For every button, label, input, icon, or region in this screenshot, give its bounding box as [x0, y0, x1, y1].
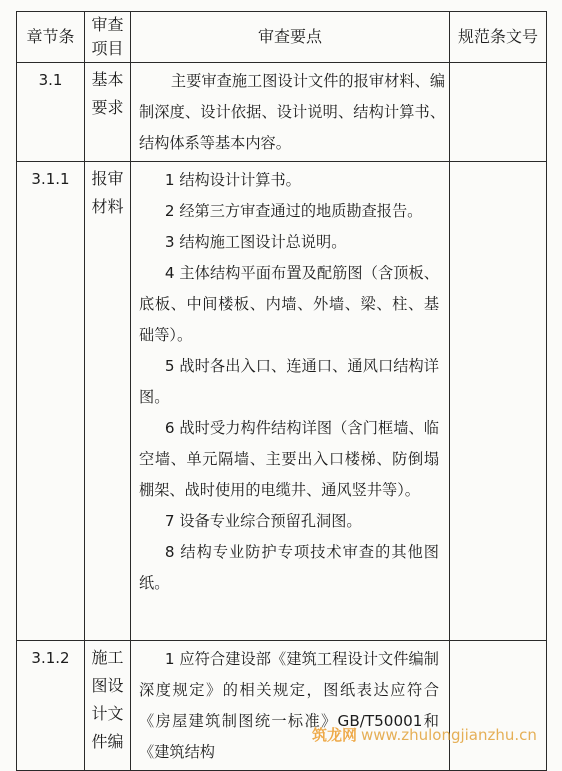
row-section: 3.1 — [17, 63, 85, 162]
point-text: 6 战时受力构件结构详图（含门框墙、临空墙、单元隔墙、主要出入口楼梯、防倒塌棚架、战时使用的电缆井、通风竖井等）。 — [139, 419, 439, 499]
row-item — [85, 162, 131, 641]
row-points — [131, 162, 450, 641]
row-item-line: 图设 — [91, 676, 124, 695]
table-row — [17, 641, 547, 771]
row-points — [131, 641, 450, 771]
row-item-line: 报审 — [91, 169, 124, 188]
row-points — [131, 63, 450, 162]
row-reference — [450, 641, 547, 771]
table-header-row — [17, 12, 547, 63]
header-reference: 规范条文号 — [450, 12, 547, 63]
watermark — [312, 724, 537, 745]
row-reference — [450, 63, 547, 162]
watermark-url: www.zhulongjianzhu.cn — [361, 726, 537, 744]
table-row — [17, 63, 547, 162]
point-text: 8 结构专业防护专项技术审查的其他图纸。 — [139, 543, 439, 592]
header-item — [85, 12, 131, 63]
point-text: 7 设备专业综合预留孔洞图。 — [164, 512, 362, 530]
row-item-line: 要求 — [91, 98, 124, 117]
row-reference — [450, 162, 547, 641]
header-item-line: 项目 — [91, 39, 124, 58]
point-text: 5 战时各出入口、连通口、通风口结构详图。 — [139, 357, 439, 406]
row-item-line: 计文 — [91, 704, 124, 723]
point-text: 4 主体结构平面布置及配筋图（含顶板、底板、中间楼板、内墙、外墙、梁、柱、基础等）。 — [139, 264, 439, 344]
point-text: 1 应符合建设部《建筑工程设计文件编制深度规定》的相关规定，图纸表达应符合《房屋建筑制图统一标准》GB/T50001和《建筑结构 — [139, 650, 439, 761]
point-text: 主要审查施工图设计文件的报审材料、编制深度、设计依据、设计说明、结构计算书、结构体系等基本内容。 — [139, 72, 445, 152]
row-item — [85, 641, 131, 771]
header-points: 审查要点 — [131, 12, 450, 63]
point-text: 2 经第三方审查通过的地质勘查报告。 — [164, 202, 423, 220]
table-row — [17, 162, 547, 641]
header-item-line: 审查 — [91, 15, 124, 34]
row-item — [85, 63, 131, 162]
header-section: 章节条 — [17, 12, 85, 63]
watermark-logo-text: 筑龙网 — [312, 726, 358, 744]
row-item-line: 件编 — [91, 732, 124, 751]
point-text: 3 结构施工图设计总说明。 — [164, 233, 347, 251]
row-item-line: 基本 — [91, 70, 124, 89]
row-section: 3.1.2 — [17, 641, 85, 771]
point-text: 1 结构设计计算书。 — [164, 171, 301, 189]
row-item-line: 施工 — [91, 648, 124, 667]
row-item-line: 材料 — [91, 197, 124, 216]
row-section: 3.1.1 — [17, 162, 85, 641]
review-table — [16, 11, 547, 771]
